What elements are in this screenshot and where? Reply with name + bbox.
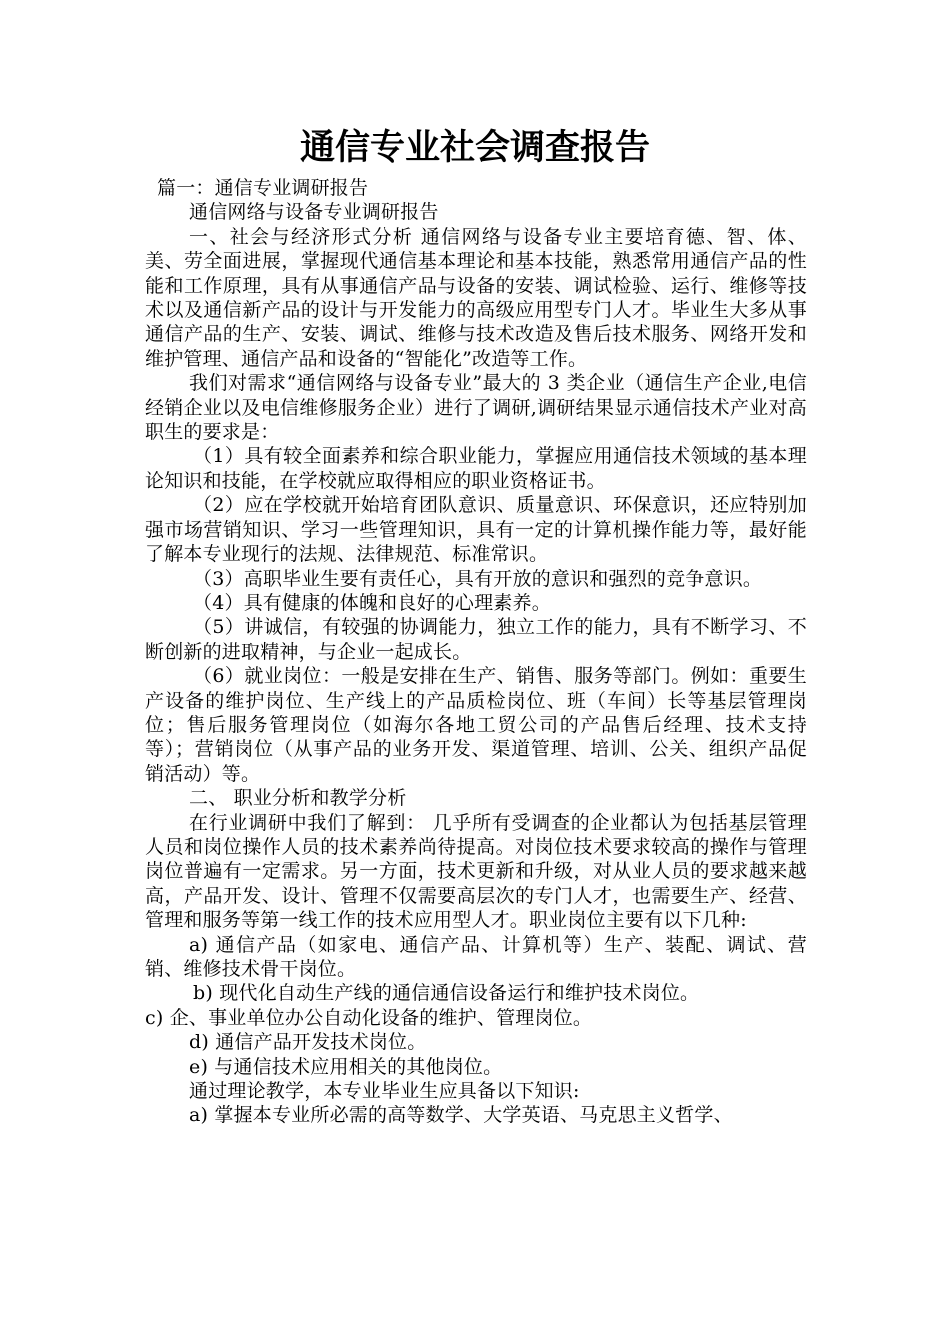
paragraph: 一、社会与经济形式分析 通信网络与设备专业主要培育德、智、体、美、劳全面进展，掌握现代通信基本理论和基本技能，熟悉常用通信产品的性能和工作原理，具有从事通信产品与设备的安装、调试检验、运行、维修等技术以及通信新产品的设计与开发能力的高级应用型专门人才。毕业生大多从事通信产品的生产、安装、调试、维修与技术改造及售后技术服务、网络开发和维护管理、通信产品和设备的“智能化”改造等工作。 xyxy=(145,225,807,370)
list-item: （6）就业岗位：一般是安排在生产、销售、服务等部门。例如：重要生产设备的维护岗位、生产线上的产品质检岗位、班（车间）长等基层管理岗位；售后服务管理岗位（如海尔各地工贸公司的产品售后经理、技术支持等）；营销岗位（从事产品的业务开发、渠道管理、培训、公关、组织产品促销活动）等。 xyxy=(145,665,807,785)
list-item: （2）应在学校就开始培育团队意识、质量意识、环保意识，还应特别加强市场营销知识、学习一些管理知识，具有一定的计算机操作能力等，最好能了解本专业现行的法规、法律规范、标准常识。 xyxy=(145,494,807,566)
paragraph: 通过理论教学，本专业毕业生应具备以下知识: xyxy=(189,1080,580,1103)
list-item: c) 企、事业单位办公自动化设备的维护、管理岗位。 xyxy=(145,1006,593,1029)
section-heading: 篇一：通信专业调研报告 xyxy=(157,177,369,199)
section-heading: 二、 职业分析和教学分析 xyxy=(189,787,407,810)
list-item: （4）具有健康的体魄和良好的心理素养。 xyxy=(193,591,551,614)
list-item: e) 与通信技术应用相关的其他岗位。 xyxy=(189,1055,503,1078)
document-title: 通信专业社会调查报告 xyxy=(299,128,650,168)
paragraph: 在行业调研中我们了解到： 几乎所有受调查的企业都认为包括基层管理人员和岗位操作人员的技术素养尚待提高。对岗位技术要求较高的操作与管理岗位普遍有一定需求。另一方面，技术更新和升级，对从业人员的要求越来越高，产品开发、设计、管理不仅需要高层次的专门人才，也需要生产、经营、管理和服务等第一线工作的技术应用型人才。职业岗位主要有以下几种: xyxy=(145,811,807,932)
list-item: a) 掌握本专业所必需的高等数学、大学英语、马克思主义哲学、 xyxy=(189,1104,733,1127)
list-item: d) 通信产品开发技术岗位。 xyxy=(189,1031,427,1054)
paragraph: 我们对需求“通信网络与设备专业”最大的 3 类企业（通信生产企业,电信经销企业以及电信维修服务企业）进行了调研,调研结果显示通信技术产业对高职生的要求是： xyxy=(145,372,807,444)
list-item: （5）讲诚信，有较强的协调能力，独立工作的能力，具有不断学习、不断创新的进取精神，与企业一起成长。 xyxy=(145,616,807,663)
list-item: b) 现代化自动生产线的通信通信设备运行和维护技术岗位。 xyxy=(193,982,700,1005)
list-item: （1）具有较全面素养和综合职业能力，掌握应用通信技术领域的基本理论知识和技能，在学校就应取得相应的职业资格证书。 xyxy=(145,445,807,492)
list-item: a) 通信产品（如家电、通信产品、计算机等）生产、装配、调试、营销、维修技术骨干岗位。 xyxy=(145,933,807,980)
report-subtitle: 通信网络与设备专业调研报告 xyxy=(189,201,439,224)
document-body xyxy=(145,176,807,1128)
list-item: （3）高职毕业生要有责任心，具有开放的意识和强烈的竞争意识。 xyxy=(193,567,763,590)
